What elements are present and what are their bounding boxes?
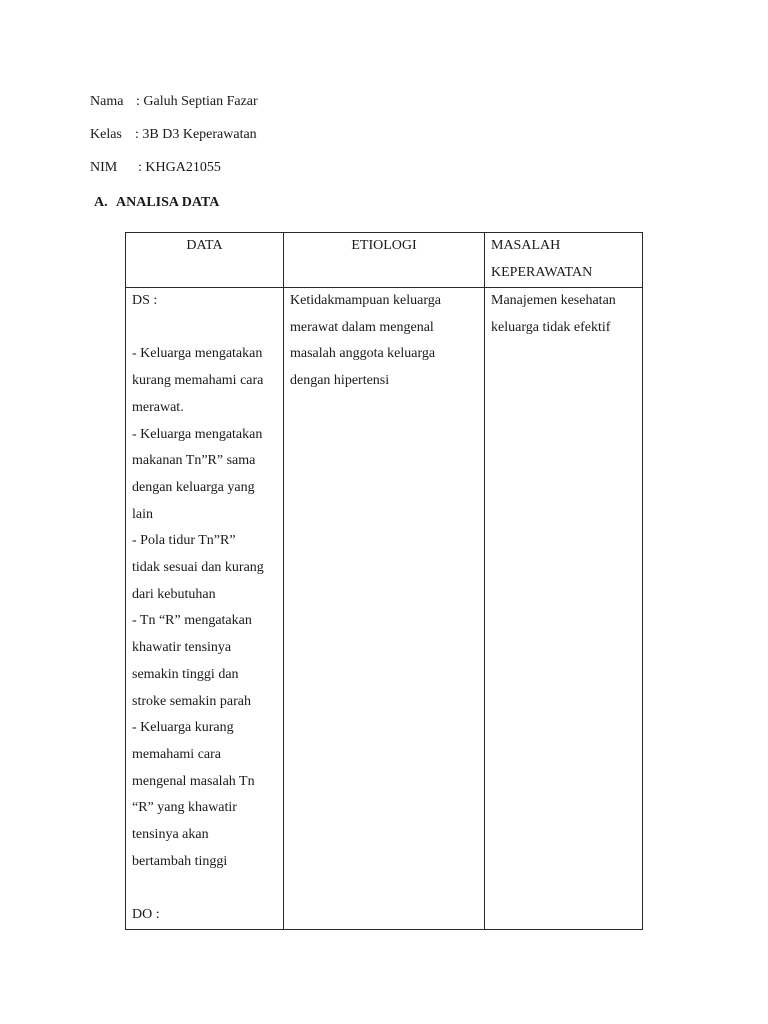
kelas-label: Kelas — [90, 127, 122, 142]
data-line: mengenal masalah Tn — [132, 773, 255, 789]
data-line: “R” yang khawatir — [132, 800, 237, 816]
data-line: DS : — [132, 293, 158, 308]
etiologi-line: masalah anggota keluarga — [290, 346, 436, 362]
etiologi-line: merawat dalam mengenal — [290, 319, 434, 335]
table-row — [126, 288, 643, 930]
data-line — [132, 875, 277, 902]
kelas-value: : 3B D3 Keperawatan — [135, 127, 257, 142]
data-line: khawatir tensinya — [132, 640, 232, 656]
nim-label: NIM — [90, 160, 118, 175]
data-line: - Keluarga mengatakan — [132, 346, 263, 362]
data-line: lain — [132, 506, 153, 522]
data-line: memahami cara — [132, 746, 222, 762]
nama-value: : Galuh Septian Fazar — [136, 94, 258, 109]
table-header-row — [126, 233, 643, 288]
data-line: stroke semakin parah — [132, 693, 251, 709]
data-line — [132, 315, 277, 342]
nim-value: : KHGA21055 — [138, 160, 221, 175]
nama-row — [90, 92, 258, 112]
masalah-line: Manajemen kesehatan — [491, 293, 616, 308]
data-line: DO : — [132, 907, 160, 923]
data-line: tidak sesuai dan kurang — [132, 560, 264, 576]
header-etiologi: ETIOLOGI — [284, 233, 485, 288]
nama-label: Nama — [90, 94, 124, 109]
data-line: tensinya akan — [132, 827, 209, 843]
data-line: - Tn “R” mengatakan — [132, 613, 252, 629]
kelas-row — [90, 125, 257, 145]
section-number: A. — [94, 195, 108, 210]
data-line: bertambah tinggi — [132, 853, 228, 869]
data-line: - Pola tidur Tn”R” — [132, 533, 236, 549]
etiologi-line: dengan hipertensi — [290, 373, 390, 389]
data-line: - Keluarga mengatakan — [132, 426, 263, 442]
header-data: DATA — [126, 233, 284, 288]
data-line: - Keluarga kurang — [132, 720, 234, 736]
data-line: kurang memahami cara — [132, 373, 264, 389]
header-masalah-keperawatan: MASALAH KEPERAWATAN — [485, 233, 643, 288]
analisa-data-table — [125, 232, 643, 930]
data-line: semakin tinggi dan — [132, 666, 239, 682]
data-line: dengan keluarga yang — [132, 479, 255, 495]
etiologi-line: Ketidakmampuan keluarga — [290, 293, 441, 308]
data-line: dari kebutuhan — [132, 586, 216, 602]
etiologi-cell — [284, 288, 485, 930]
masalah-cell — [485, 288, 643, 930]
section-title: ANALISA DATA — [116, 195, 220, 210]
section-heading — [94, 193, 219, 213]
data-line: makanan Tn”R” sama — [132, 453, 256, 469]
masalah-line: keluarga tidak efektif — [491, 319, 611, 335]
data-cell — [126, 288, 284, 930]
data-line: merawat. — [132, 399, 184, 415]
nim-row — [90, 158, 221, 178]
